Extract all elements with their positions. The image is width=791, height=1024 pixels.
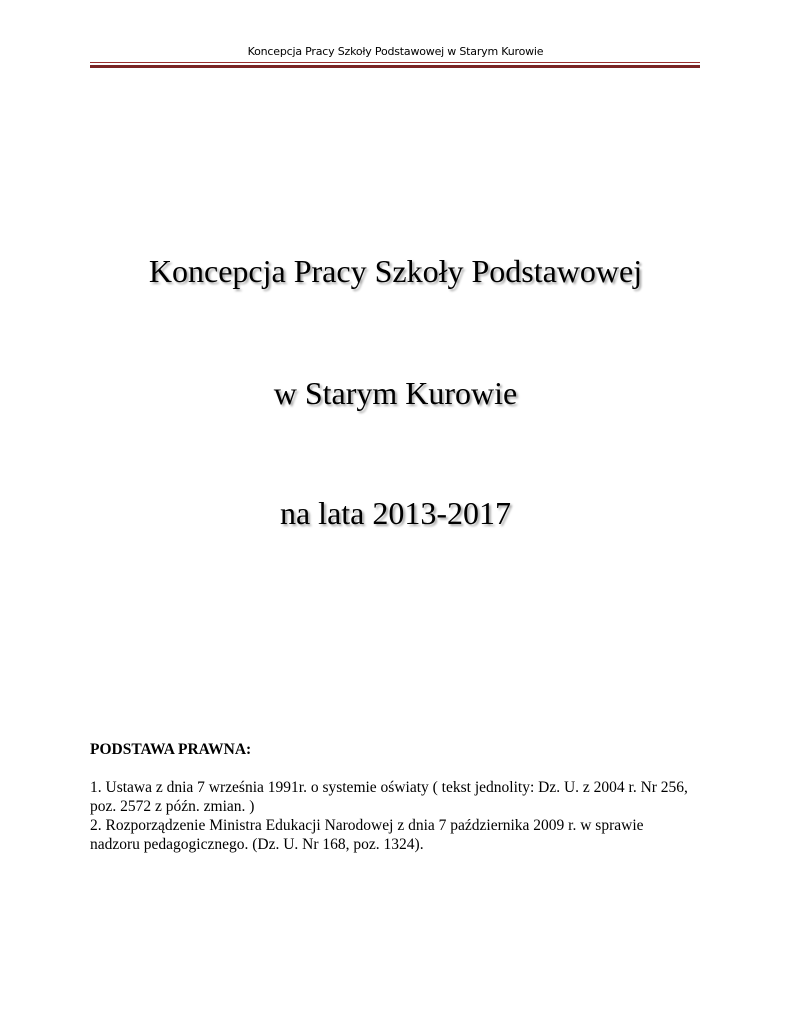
- legal-basis-heading: PODSTAWA PRAWNA:: [90, 741, 252, 758]
- legal-item-1-line-1: 1. Ustawa z dnia 7 września 1991r. o systemie oświaty ( tekst jednolity: Dz. U. z 2004 r. Nr 256,: [90, 779, 688, 796]
- document-title-line-3: na lata 2013-2017: [279, 495, 512, 531]
- legal-item-1-line-2: poz. 2572 z późn. zmian. ): [90, 798, 255, 815]
- running-header: Koncepcja Pracy Szkoły Podstawowej w Starym Kurowie: [247, 45, 544, 58]
- document-title-line-2: w Starym Kurowie: [273, 375, 518, 411]
- header-rule-thick: [90, 65, 700, 68]
- legal-item-2-line-1: 2. Rozporządzenie Ministra Edukacji Narodowej z dnia 7 października 2009 r. w sprawie: [90, 817, 644, 834]
- document-title-line-1: Koncepcja Pracy Szkoły Podstawowej: [148, 253, 643, 289]
- header-rule-thin: [90, 62, 700, 63]
- legal-item-2-line-2: nadzoru pedagogicznego. (Dz. U. Nr 168, poz. 1324).: [90, 836, 424, 853]
- legal-basis-section: [90, 740, 710, 854]
